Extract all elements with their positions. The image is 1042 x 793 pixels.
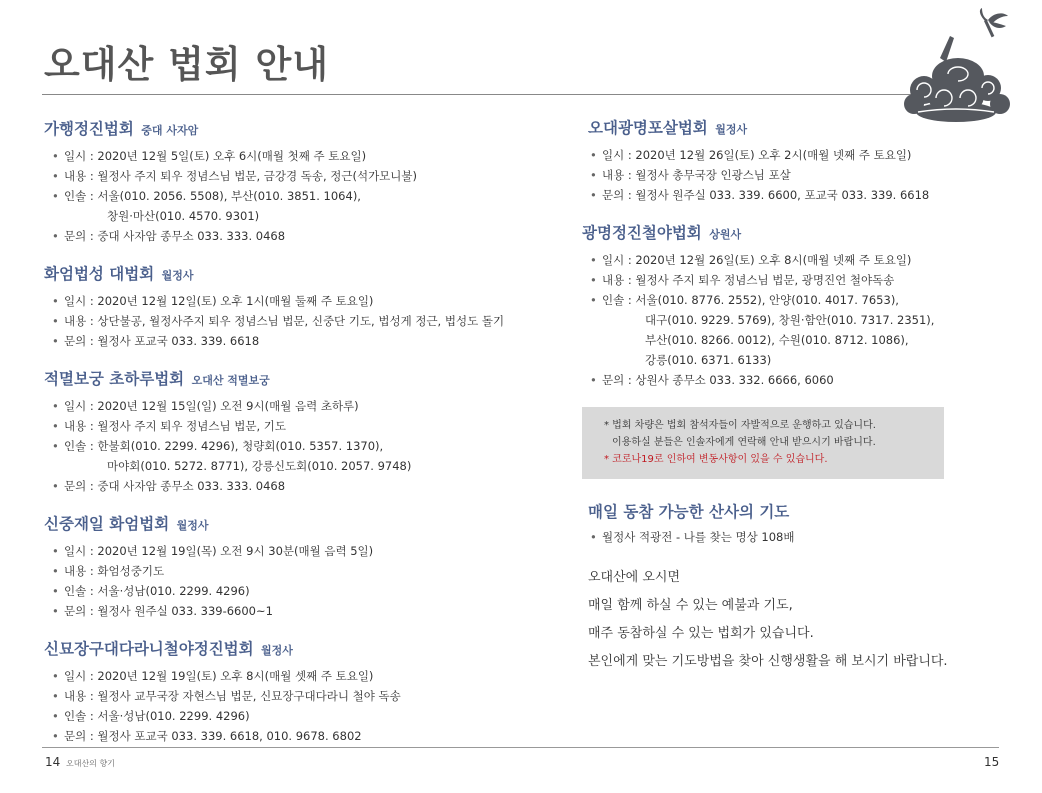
item-line: 일시 : 2020년 12월 26일(토) 오후 2시(매월 넷째 주 토요일) (602, 148, 912, 162)
item-line: 문의 : 중대 사자암 종무소 033. 333. 0468 (64, 229, 286, 243)
list-item (582, 270, 1002, 290)
item-line: 내용 : 월정사 주지 퇴우 정념스님 법문, 광명진언 철야독송 (602, 273, 895, 287)
list-item (582, 165, 1002, 185)
section-title-text: 오대광명포살법회 (588, 118, 708, 137)
right-column (582, 117, 1002, 676)
section-title (44, 638, 544, 662)
item-line: 일시 : 2020년 12월 19일(목) 오전 9시 30분(매월 음력 5일) (64, 544, 374, 558)
item-line-continued: 마야회(010. 5272. 8771), 강릉신도회(010. 2057. 9748) (107, 459, 412, 473)
item-line-continued: 창원·마산(010. 4570. 9301) (107, 209, 260, 223)
item-line: 내용 : 월정사 총무국장 인광스님 포살 (602, 168, 791, 182)
item-line: 내용 : 월정사 주지 퇴우 정념스님 법문, 기도 (64, 419, 286, 433)
list-item (582, 290, 1002, 370)
closing-message (582, 564, 1002, 676)
notice-covid-warning: * 코로나19로 인하여 변동사항이 있을 수 있습니다. (604, 454, 828, 465)
left-column (44, 118, 544, 763)
lotus-cloud-ornament-icon (884, 8, 1014, 128)
list-item (44, 291, 544, 311)
item-line-continued: 강릉(010. 6371. 6133) (645, 353, 772, 367)
list-item (582, 250, 1002, 270)
item-line: 내용 : 화엄성중기도 (64, 564, 165, 578)
section-title-text: 화엄법성 대법회 (44, 264, 155, 283)
item-line: 인솔 : 서울(010. 8776. 2552), 안양(010. 4017. 7653), (602, 293, 899, 307)
item-line: 일시 : 2020년 12월 26일(토) 오후 8시(매월 넷째 주 토요일) (602, 253, 912, 267)
closing-line: 매일 함께 하실 수 있는 예불과 기도, (588, 598, 793, 613)
item-line: 일시 : 2020년 12월 5일(토) 오후 6시(매월 첫째 주 토요일) (64, 149, 367, 163)
closing-line: 오대산에 오시면 (588, 570, 681, 585)
section-title-text: 신중재일 화엄법회 (44, 514, 170, 533)
item-line: 문의 : 중대 사자암 종무소 033. 333. 0468 (64, 479, 286, 493)
publication-name: 오대산의 향기 (66, 759, 115, 768)
section-title (582, 501, 1002, 523)
list-item (44, 186, 544, 226)
title-divider (42, 94, 999, 95)
section-title-text: 매일 동참 가능한 산사의 기도 (588, 502, 790, 521)
section-hwaeom-beopseong (44, 263, 544, 351)
item-line: 문의 : 월정사 포교국 033. 339. 6618 (64, 334, 260, 348)
list-item (44, 396, 544, 416)
list-item (582, 527, 1002, 547)
item-line: 문의 : 월정사 원주실 033. 339. 6600, 포교국 033. 339. 6618 (602, 188, 930, 202)
section-title (44, 118, 544, 142)
section-gwangmyeong-cheolya (582, 222, 1002, 390)
section-gahaeng (44, 118, 544, 246)
list-item (582, 145, 1002, 165)
section-title (44, 263, 544, 287)
list-item (44, 601, 544, 621)
list-item (44, 311, 544, 331)
section-subtitle: 오대산 적멸보궁 (191, 374, 270, 387)
section-subtitle: 월정사 (261, 644, 293, 657)
item-line: 월정사 적광전 - 나를 찾는 명상 108배 (602, 530, 795, 544)
item-line: 인솔 : 서울·성남(010. 2299. 4296) (64, 709, 250, 723)
item-line: 일시 : 2020년 12월 15일(일) 오전 9시(매월 음력 초하루) (64, 399, 359, 413)
list-item (44, 561, 544, 581)
section-daily-prayer (582, 501, 1002, 547)
item-line: 인솔 : 한불회(010. 2299. 4296), 청량회(010. 5357. 1370), (64, 439, 384, 453)
list-item (44, 706, 544, 726)
section-jeokmyeol-bogung (44, 368, 544, 496)
section-title-text: 가행정진법회 (44, 119, 134, 138)
page-number-left: 14 (45, 755, 61, 769)
closing-line: 본인에게 맞는 기도방법을 찾아 신행생활을 해 보시기 바랍니다. (588, 654, 948, 669)
section-subtitle: 월정사 (161, 269, 194, 282)
list-item (44, 476, 544, 496)
notice-line: * 법회 차량은 법회 참석자들이 자발적으로 운행하고 있습니다. (604, 420, 876, 431)
list-item (44, 686, 544, 706)
list-item (44, 726, 544, 746)
list-item (44, 146, 544, 166)
section-subtitle: 중대 사자암 (141, 124, 199, 137)
page-number-right: 15 (984, 755, 1000, 769)
page-title: 오대산 법회 안내 (44, 42, 329, 86)
list-item (44, 666, 544, 686)
item-line: 내용 : 월정사 교무국장 자현스님 법문, 신묘장구대다라니 철야 독송 (64, 689, 401, 703)
list-item (44, 331, 544, 351)
list-item (582, 185, 1002, 205)
item-line: 내용 : 월정사 주지 퇴우 정념스님 법문, 금강경 독송, 정근(석가모니불) (64, 169, 417, 183)
notice-line: 이용하실 분들은 인솔자에게 연락해 안내 받으시기 바랍니다. (612, 437, 876, 448)
section-sinmyo-janggu (44, 638, 544, 746)
list-item (44, 541, 544, 561)
item-line-continued: 부산(010. 8266. 0012), 수원(010. 8712. 1086), (645, 333, 909, 347)
notice-box (582, 407, 944, 479)
section-odae-gwangmyeong (582, 117, 1002, 205)
item-line: 문의 : 상원사 종무소 033. 332. 6666, 6060 (602, 373, 834, 387)
section-title (582, 222, 1002, 246)
section-title-text: 광명정진철야법회 (582, 223, 702, 242)
section-title-text: 적멸보궁 초하루법회 (44, 369, 185, 388)
item-line: 문의 : 월정사 포교국 033. 339. 6618, 010. 9678. 6802 (64, 729, 362, 743)
section-subtitle: 상원사 (709, 228, 742, 241)
item-line: 인솔 : 서울·성남(010. 2299. 4296) (64, 584, 250, 598)
item-line: 일시 : 2020년 12월 12일(토) 오후 1시(매월 둘째 주 토요일) (64, 294, 374, 308)
footer-divider (42, 747, 999, 748)
section-title (44, 513, 544, 537)
section-subtitle: 월정사 (715, 123, 748, 136)
item-line: 내용 : 상단불공, 월정사주지 퇴우 정념스님 법문, 신중단 기도, 법성게 정근, 법성도 돌기 (64, 314, 505, 328)
item-line: 문의 : 월정사 원주실 033. 339-6600~1 (64, 604, 273, 618)
list-item (44, 581, 544, 601)
list-item (582, 370, 1002, 390)
section-subtitle: 월정사 (176, 519, 209, 532)
list-item (44, 436, 544, 476)
list-item (44, 416, 544, 436)
item-line: 인솔 : 서울(010. 2056. 5508), 부산(010. 3851. 1064), (64, 189, 361, 203)
section-title-text: 신묘장구대다라니철야정진법회 (44, 639, 254, 658)
section-title (582, 117, 1002, 141)
section-sinjung-jaeil (44, 513, 544, 621)
item-line-continued: 대구(010. 9229. 5769), 창원·함안(010. 7317. 2351), (645, 313, 935, 327)
item-line: 일시 : 2020년 12월 19일(토) 오후 8시(매월 셋째 주 토요일) (64, 669, 374, 683)
list-item (44, 166, 544, 186)
section-title (44, 368, 544, 392)
closing-line: 매주 동참하실 수 있는 법회가 있습니다. (588, 626, 814, 641)
list-item (44, 226, 544, 246)
